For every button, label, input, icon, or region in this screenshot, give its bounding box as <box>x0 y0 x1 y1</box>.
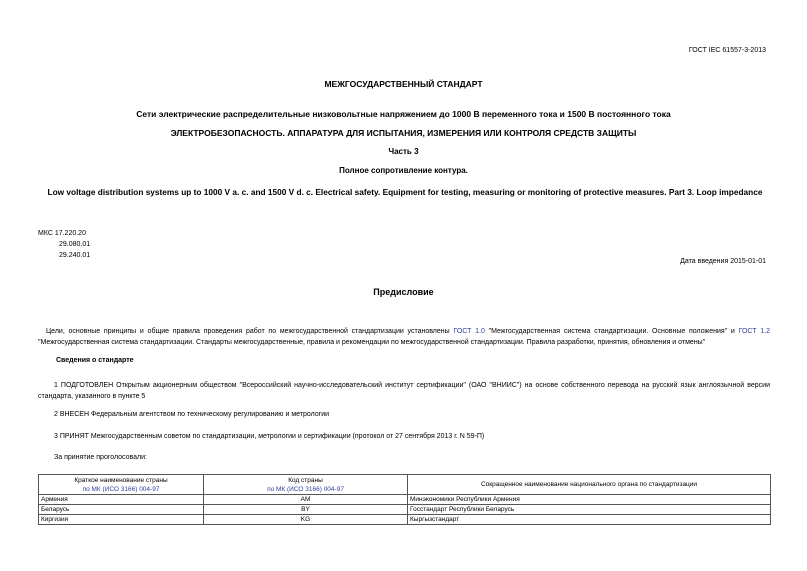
foreword-paragraph <box>38 326 770 348</box>
mks-codes <box>38 228 90 261</box>
table-row <box>39 515 771 525</box>
country-code: KG <box>204 515 408 525</box>
header-country-code-line1: Код страны <box>288 476 323 484</box>
table-row <box>39 495 771 505</box>
foreword-heading: Предисловие <box>373 287 434 297</box>
standards-body: Кыргызстандарт <box>408 515 771 525</box>
standards-body: Госстандарт Республики Беларусь <box>408 505 771 515</box>
mks-code-2: 29.080.01 <box>59 241 91 248</box>
header-country-code-line2[interactable]: по МК (ИСО 3166) 004-97 <box>267 485 344 493</box>
header-country-code <box>204 475 408 495</box>
gost-1-2-link[interactable]: ГОСТ 1.2 <box>738 328 770 335</box>
mks-code-3: 29.240.01 <box>59 252 91 259</box>
voted-for-paragraph: За принятие проголосовали: <box>54 454 147 461</box>
introduction-date: Дата введения 2015-01-01 <box>680 258 766 265</box>
document-id: ГОСТ IEC 61557-3-2013 <box>688 47 766 54</box>
voting-countries-table <box>38 474 771 525</box>
standards-body: Минэкономики Республики Армения <box>408 495 771 505</box>
country-code: BY <box>204 505 408 515</box>
table-header-row <box>39 475 771 495</box>
table-row <box>39 505 771 515</box>
mks-code-1: МКС 17.220.20 <box>38 230 86 237</box>
foreword-text-b: "Межгосударственная система стандартизации. Основные положения" и <box>484 328 739 335</box>
standard-info-heading: Сведения о стандарте <box>56 357 134 364</box>
part-title: Полное сопротивление контура. <box>339 166 468 175</box>
adopted-by-paragraph: 3 ПРИНЯТ Межгосударственным советом по стандартизации, метрологии и сертификации (протокол от 27 сентября 2013 г. N 59-П) <box>54 433 485 440</box>
header-country-name <box>39 475 204 495</box>
header-country-name-line2[interactable]: по МК (ИСО 3166) 004-97 <box>82 485 160 493</box>
header-country-name-line1: Краткое наименование страны <box>74 476 168 484</box>
part-number: Часть 3 <box>388 147 419 156</box>
foreword-text-c: "Межгосударственная система стандартизации. Стандарты межгосударственные, правила и рекомендации по межгосударственной стандартизации. Правила разработки, принятия, обновления и отмены" <box>38 339 706 346</box>
russian-subtitle: Сети электрические распределительные низковольтные напряжением до 1000 В переменного тока и 1500 В постоянного тока <box>136 109 671 119</box>
introduced-by-paragraph: 2 ВНЕСЕН Федеральным агентством по техническому регулированию и метрологии <box>54 411 330 418</box>
standard-type-heading: МЕЖГОСУДАРСТВЕННЫЙ СТАНДАРТ <box>324 79 483 89</box>
country-code: AM <box>204 495 408 505</box>
header-standards-body: Сокращенное наименование национального органа по стандартизации <box>408 475 771 495</box>
english-title: Low voltage distribution systems up to 1000 V a. c. and 1500 V d. c. Electrical safety. Equipment for testing, measuring or monitoring of protective measures. Part 3. Loop impedance <box>47 187 763 197</box>
prepared-by-paragraph: 1 ПОДГОТОВЛЕН Открытым акционерным обществом "Всероссийский научно-исследовательский институт сертификации" (ОАО "ВНИИС") на основе собственного перевода на русский язык англоязычной версии стандарта, указанного в пункте 5 <box>38 382 770 400</box>
country-name: Киргизия <box>39 515 204 525</box>
country-name: Армения <box>39 495 204 505</box>
gost-1-0-link[interactable]: ГОСТ 1.0 <box>453 328 485 335</box>
russian-main-title: ЭЛЕКТРОБЕЗОПАСНОСТЬ. АППАРАТУРА ДЛЯ ИСПЫТАНИЯ, ИЗМЕРЕНИЯ ИЛИ КОНТРОЛЯ СРЕДСТВ ЗАЩИТЫ <box>170 128 637 138</box>
foreword-text-a: Цели, основные принципы и общие правила проведения работ по межгосударственной стандартизации установлены <box>46 328 454 335</box>
country-name: Беларусь <box>39 505 204 515</box>
